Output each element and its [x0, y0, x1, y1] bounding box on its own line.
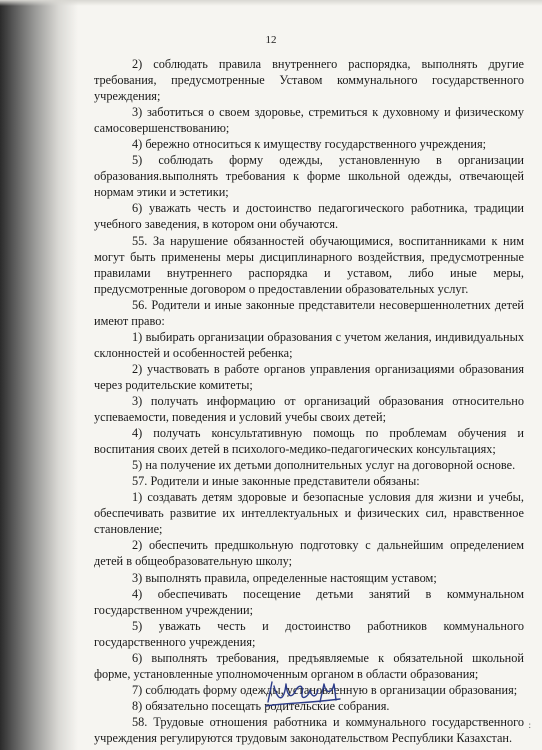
paragraph: 4) бережно относиться к имуществу государственного учреждения;: [132, 137, 487, 152]
paragraph: 5) на получение их детьми дополнительных услуг на договорной основе.: [132, 458, 516, 473]
paragraph: 6) уважать честь и достоинство педагогического работника, традиции учебного заведения, в котором они обучаются.: [94, 201, 524, 232]
paragraph: 8) обязательно посещать родительские собрания.: [132, 698, 390, 713]
paragraph: 2) участвовать в работе органов управления организациями образования через родительские комитеты;: [94, 361, 524, 392]
document-body: [94, 56, 524, 746]
paragraph: 58. Трудовые отношения работника и коммунального государственного учреждения регулируются трудовым законодательством Республики Казахстан.: [94, 714, 524, 745]
paragraph: 4) получать консультативную помощь по проблемам обучения и воспитания своих детей в психолого-медико-педагогических консультациях;: [94, 426, 524, 457]
paragraph: 2) соблюдать правила внутреннего распорядка, выполнять другие требования, предусмотренные Уставом коммунального государственного учреждения;: [94, 57, 524, 104]
scan-mark: :: [528, 720, 531, 730]
paragraph: 56. Родители и иные законные представители несовершеннолетних детей имеют право:: [94, 297, 524, 328]
paragraph: 3) выполнять правила, определенные настоящим уставом;: [132, 570, 437, 585]
page-number: 12: [265, 34, 277, 46]
paragraph: 1) создавать детям здоровые и безопасные условия для жизни и учебы, обеспечивать развитие их интеллектуальных и физических сил, нравственное становление;: [94, 490, 524, 537]
paragraph: 2) обеспечить предшкольную подготовку с дальнейшим определением детей в общеобразовательную школу;: [94, 538, 524, 569]
paragraph: 7) соблюдать форму одежды, установленную в организации образования;: [132, 682, 518, 697]
paragraph: 4) обеспечивать посещение детьми занятий в коммунальном государственном учреждении;: [94, 586, 524, 617]
scan-top-edge: [0, 0, 542, 6]
paragraph: 3) заботиться о своем здоровье, стремиться к духовному и физическому самосовершенствованию;: [94, 105, 524, 136]
paragraph: 55. За нарушение обязанностей обучающимися, воспитанниками к ним могут быть применены меры дисциплинарного воздействия, предусмотренные правилами внутреннего распорядка и уставом, либо иные меры, предусмотренные договором о предоставлении образовательных услуг.: [94, 233, 524, 296]
paragraph: 6) выполнять требования, предъявляемые к обязательной школьной форме, установленные уполномоченным органом в области образования;: [94, 650, 524, 681]
scan-shadow: [0, 0, 78, 750]
paragraph: 3) получать информацию от организаций образования относительно успеваемости, поведения и условий учебы своих детей;: [94, 393, 524, 425]
paragraph: 5) уважать честь и достоинство работников коммунального государственного учреждения;: [94, 618, 524, 649]
handwritten-signature: [262, 672, 344, 712]
paragraph: 1) выбирать организации образования с учетом желания, индивидуальных склонностей и особенностей ребенка;: [94, 329, 524, 360]
paragraph: 57. Родители и иные законные представители обязаны:: [132, 474, 420, 489]
paragraph: 5) соблюдать форму одежды, установленную в организации образования.выполнять требования к форме школьной одежды, отвечающей нормам этики и эстетики;: [94, 153, 524, 200]
